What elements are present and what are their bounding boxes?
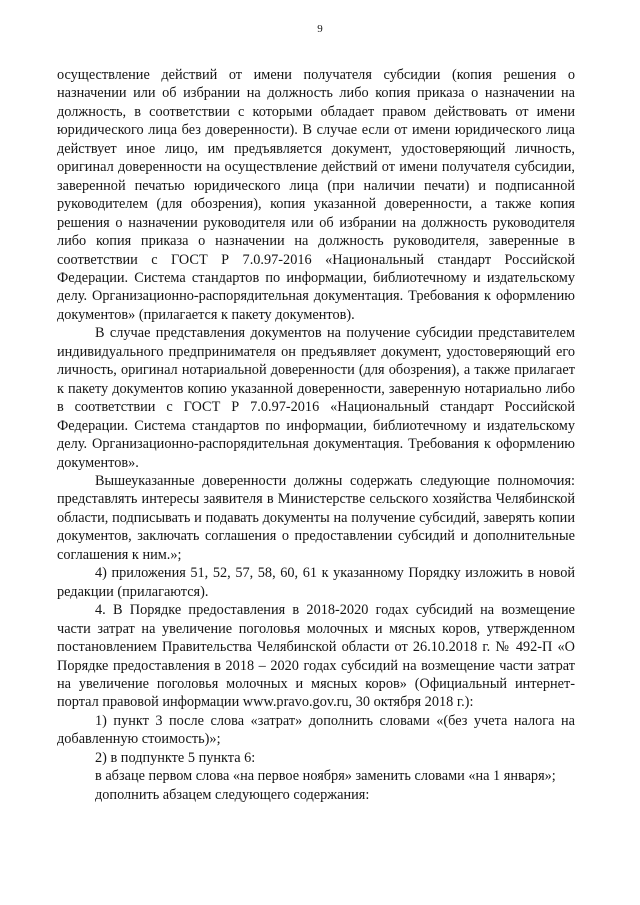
document-body bbox=[57, 66, 575, 804]
paragraph-1: осуществление действий от имени получателя субсидии (копия решения о назначении или об избрании на должность либо копия приказа о назначении на должность, в соответствии с которыми обладает правом действовать от имени юридического лица без доверенности). В случае если от имени юридического лица действует иное лицо, им предъявляется документ, удостоверяющий личность, оригинал доверенности на осуществление действий от имени получателя субсидии, заверенной печатью юридического лица (при наличии печати) и подписанной руководителем (для обозрения), копия указанной доверенности, а также копия решения о назначении руководителя или об избрании на должность руководителя либо копия приказа о назначении на должность руководителя, заверенные в соответствии с ГОСТ Р 7.0.97-2016 «Национальный стандарт Российской Федерации. Система стандартов по информации, библиотечному и издательскому делу. Организационно-распорядительная документация. Требования к оформлению документов» (прилагается к пакету документов). bbox=[57, 67, 575, 323]
paragraph-8: в абзаце первом слова «на первое ноября» заменить словами «на 1 января»; bbox=[95, 768, 556, 785]
page-number: 9 bbox=[317, 23, 323, 35]
paragraph-2: В случае представления документов на получение субсидии представителем индивидуального предпринимателя он предъявляет документ, удостоверяющий его личность, оригинал нотариальной доверенности (для обозрения), а также прилагает к пакету документов копию указанной доверенности, заверенную нотариально либо в соответствии с ГОСТ Р 7.0.97-2016 «Национальный стандарт Российской Федерации. Система стандартов по информации, библиотечному и издательскому делу. Организационно-распорядительная документация. Требования к оформлению документов». bbox=[57, 325, 575, 471]
paragraph-4: 4) приложения 51, 52, 57, 58, 60, 61 к указанному Порядку изложить в новой редакции (прилагаются). bbox=[57, 565, 575, 600]
paragraph-5: 4. В Порядке предоставления в 2018-2020 годах субсидий на возмещение части затрат на увеличение поголовья молочных и мясных коров, утвержденном постановлением Правительства Челябинской области от 26.10.2018 г. № 492-П «О Порядке предоставления в 2018 – 2020 годах субсидий на возмещение части затрат на увеличение поголовья молочных и мясных коров» (Официальный интернет-портал правовой информации www.pravo.gov.ru, 30 октября 2018 г.): bbox=[57, 602, 575, 711]
paragraph-7: 2) в подпункте 5 пункта 6: bbox=[95, 749, 256, 766]
paragraph-9: дополнить абзацем следующего содержания: bbox=[95, 786, 370, 803]
paragraph-6: 1) пункт 3 после слова «затрат» дополнить словами «(без учета налога на добавленную стоимость)»; bbox=[57, 712, 575, 748]
paragraph-3: Вышеуказанные доверенности должны содержать следующие полномочия: представлять интересы заявителя в Министерстве сельского хозяйства Челябинской области, подписывать и подавать документы на получение субсидий, заверять копии документов, заключать соглашения о предоставлении субсидий и дополнительные соглашения к ним.»; bbox=[57, 472, 575, 563]
